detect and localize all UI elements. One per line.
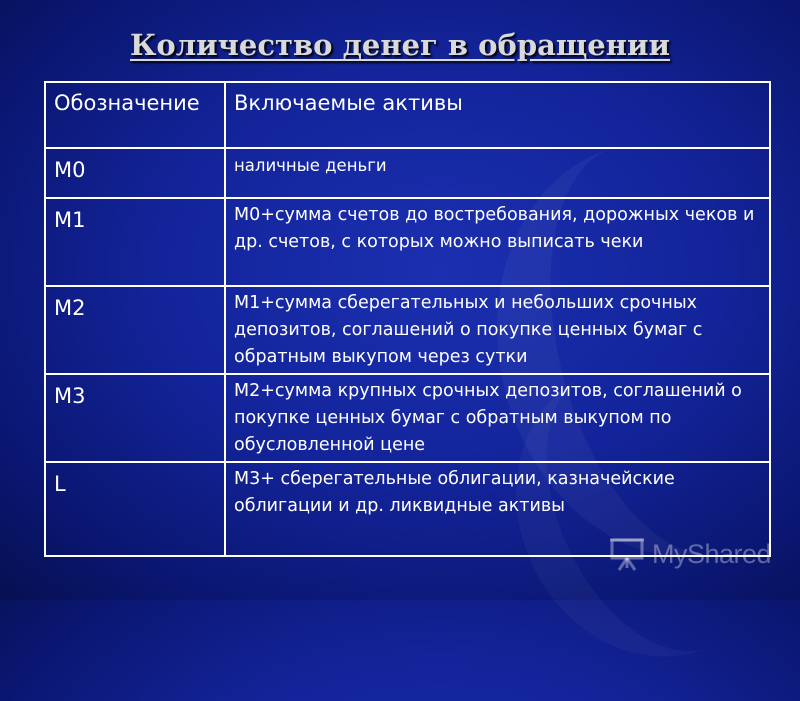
watermark xyxy=(608,537,771,571)
row-code: М1 xyxy=(45,198,225,286)
table-row xyxy=(45,286,770,374)
slide-title: Количество денег в обращении xyxy=(130,28,670,62)
row-code: М3 xyxy=(45,374,225,462)
table-header-row xyxy=(45,82,770,148)
row-assets: М1+сумма сберегательных и небольших срочных депозитов, соглашений о покупке ценных бумаг с обратным выкупом через сутки xyxy=(225,286,770,374)
row-assets: наличные деньги xyxy=(225,148,770,198)
row-assets: М0+сумма счетов до востребования, дорожных чеков и др. счетов, с которых можно выписать чеки xyxy=(225,198,770,286)
row-assets: М3+ сберегательные облигации, казначейские облигации и др. ликвидные активы xyxy=(225,462,770,556)
table-row xyxy=(45,198,770,286)
row-code: L xyxy=(45,462,225,556)
header-assets: Включаемые активы xyxy=(225,82,770,148)
row-code: М0 xyxy=(45,148,225,198)
money-supply-table xyxy=(44,81,771,557)
watermark-text: MyShared xyxy=(652,538,772,569)
header-designation: Обозначение xyxy=(45,82,225,148)
projector-screen-icon xyxy=(608,537,646,571)
row-code: М2 xyxy=(45,286,225,374)
table-row xyxy=(45,148,770,198)
table-row xyxy=(45,374,770,462)
row-assets: М2+сумма крупных срочных депозитов, соглашений о покупке ценных бумаг с обратным выкупом по обусловленной цене xyxy=(225,374,770,462)
